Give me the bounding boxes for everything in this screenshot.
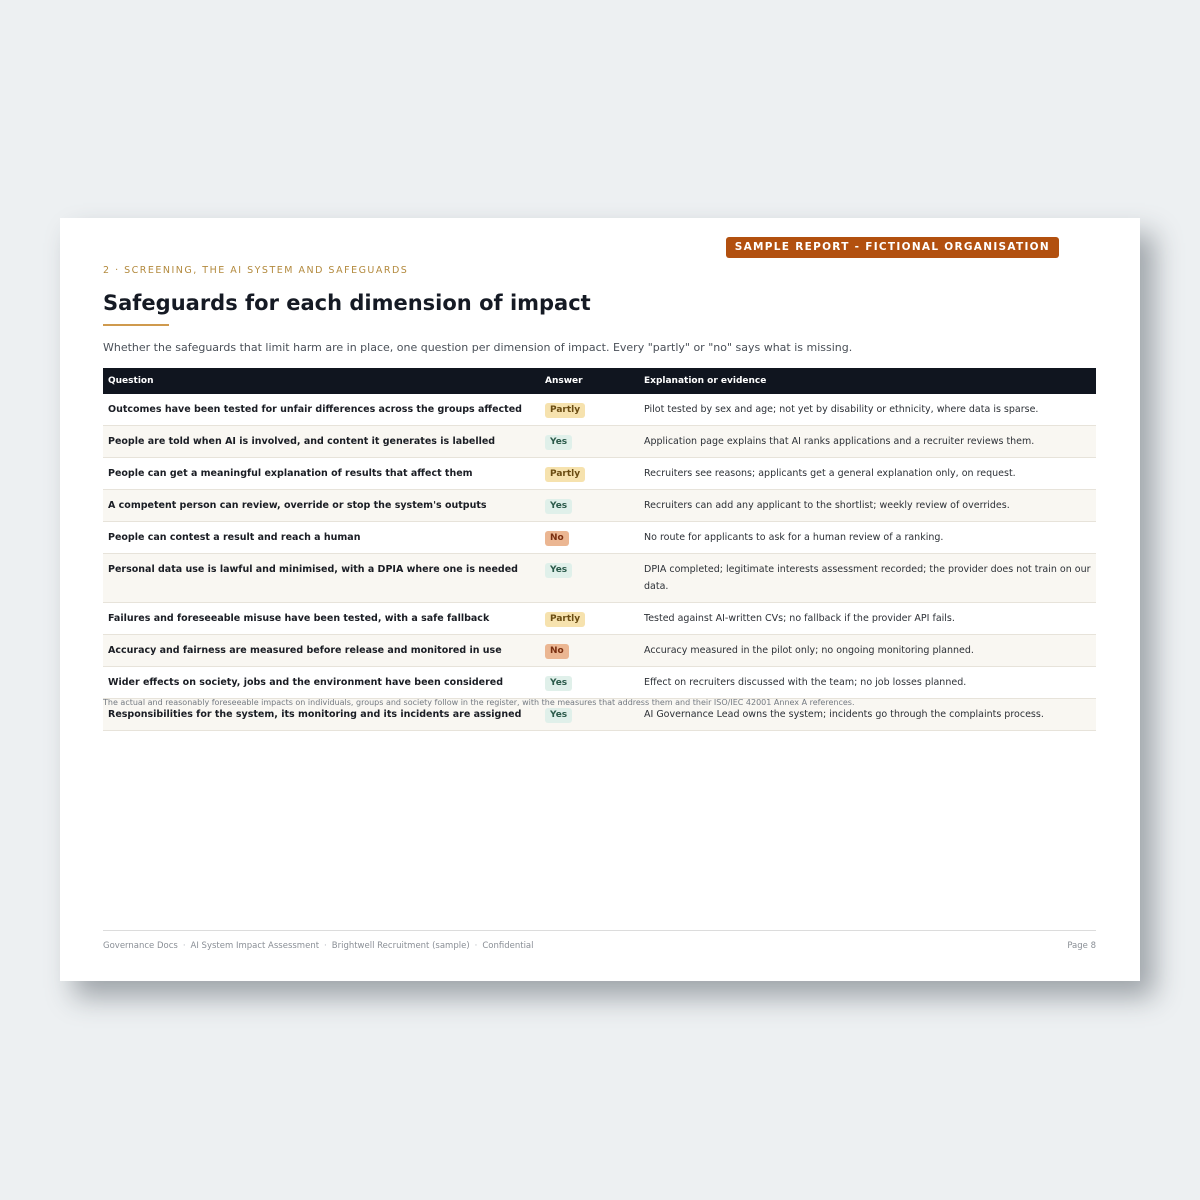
- report-page: [60, 218, 1140, 981]
- explanation-cell: Effect on recruiters discussed with the team; no job losses planned.: [639, 667, 1096, 699]
- table-row: [103, 426, 1096, 458]
- column-header-answer: Answer: [540, 368, 639, 394]
- answer-cell: [540, 603, 639, 635]
- table-header-row: [103, 368, 1096, 394]
- footer-separator: ·: [182, 941, 186, 951]
- footnote: The actual and reasonably foreseeable impacts on individuals, groups and society follow in the register, with the measures that address them and their ISO/IEC 42001 Annex A references.: [103, 698, 855, 707]
- table-row: [103, 554, 1096, 603]
- answer-badge: Partly: [545, 467, 585, 482]
- explanation-cell: Recruiters can add any applicant to the shortlist; weekly review of overrides.: [639, 490, 1096, 522]
- title-underline: [103, 324, 169, 326]
- answer-cell: [540, 667, 639, 699]
- answer-cell: [540, 522, 639, 554]
- answer-badge: Yes: [545, 708, 572, 723]
- answer-badge: Yes: [545, 676, 572, 691]
- answer-badge: Yes: [545, 435, 572, 450]
- question-cell: Outcomes have been tested for unfair differences across the groups affected: [103, 394, 540, 426]
- page-number: Page 8: [1067, 941, 1096, 951]
- column-header-question: Question: [103, 368, 540, 394]
- table-row: [103, 603, 1096, 635]
- answer-badge: No: [545, 644, 569, 659]
- answer-cell: [540, 426, 639, 458]
- footer: [103, 941, 534, 951]
- table-row: [103, 490, 1096, 522]
- question-cell: People are told when AI is involved, and content it generates is labelled: [103, 426, 540, 458]
- lead-paragraph: Whether the safeguards that limit harm are in place, one question per dimension of impact. Every "partly" or "no" says what is missing.: [103, 341, 853, 354]
- table-row: [103, 522, 1096, 554]
- footer-item: Confidential: [482, 941, 534, 951]
- question-cell: People can get a meaningful explanation of results that affect them: [103, 458, 540, 490]
- answer-cell: [540, 458, 639, 490]
- question-cell: Personal data use is lawful and minimised, with a DPIA where one is needed: [103, 554, 540, 603]
- footer-item: AI System Impact Assessment: [190, 941, 320, 951]
- explanation-cell: Pilot tested by sex and age; not yet by disability or ethnicity, where data is sparse.: [639, 394, 1096, 426]
- footer-item: Brightwell Recruitment (sample): [331, 941, 470, 951]
- page-title: Safeguards for each dimension of impact: [103, 291, 591, 315]
- question-cell: Failures and foreseeable misuse have been tested, with a safe fallback: [103, 603, 540, 635]
- answer-badge: Yes: [545, 499, 572, 514]
- explanation-cell: No route for applicants to ask for a human review of a ranking.: [639, 522, 1096, 554]
- footer-divider: [103, 930, 1096, 931]
- table-row: [103, 394, 1096, 426]
- table-row: [103, 635, 1096, 667]
- explanation-cell: Recruiters see reasons; applicants get a general explanation only, on request.: [639, 458, 1096, 490]
- question-cell: Accuracy and fairness are measured before release and monitored in use: [103, 635, 540, 667]
- footer-separator: ·: [324, 941, 327, 951]
- question-cell: People can contest a result and reach a human: [103, 522, 540, 554]
- explanation-cell: DPIA completed; legitimate interests assessment recorded; the provider does not train on our data.: [639, 554, 1096, 603]
- footer-separator: ·: [474, 941, 478, 951]
- answer-cell: [540, 490, 639, 522]
- answer-cell: [540, 554, 639, 603]
- answer-cell: [540, 635, 639, 667]
- table-row: [103, 458, 1096, 490]
- explanation-cell: AI Governance Lead owns the system; incidents go through the complaints process.: [639, 699, 1096, 731]
- section-label: 2 · SCREENING, THE AI SYSTEM AND SAFEGUARDS: [103, 265, 409, 276]
- answer-badge: Yes: [545, 563, 572, 578]
- table-row: [103, 667, 1096, 699]
- answer-badge: Partly: [545, 612, 585, 627]
- question-cell: Wider effects on society, jobs and the environment have been considered: [103, 667, 540, 699]
- answer-badge: Partly: [545, 403, 585, 418]
- answer-cell: [540, 394, 639, 426]
- safeguards-table: [103, 368, 1096, 731]
- explanation-cell: Accuracy measured in the pilot only; no ongoing monitoring planned.: [639, 635, 1096, 667]
- explanation-cell: Application page explains that AI ranks applications and a recruiter reviews them.: [639, 426, 1096, 458]
- column-header-explanation: Explanation or evidence: [639, 368, 1096, 394]
- question-cell: Responsibilities for the system, its monitoring and its incidents are assigned: [103, 699, 540, 731]
- answer-badge: No: [545, 531, 569, 546]
- footer-item: Governance Docs: [103, 941, 178, 951]
- sample-report-badge: SAMPLE REPORT - FICTIONAL ORGANISATION: [726, 237, 1059, 258]
- question-cell: A competent person can review, override or stop the system's outputs: [103, 490, 540, 522]
- explanation-cell: Tested against AI-written CVs; no fallback if the provider API fails.: [639, 603, 1096, 635]
